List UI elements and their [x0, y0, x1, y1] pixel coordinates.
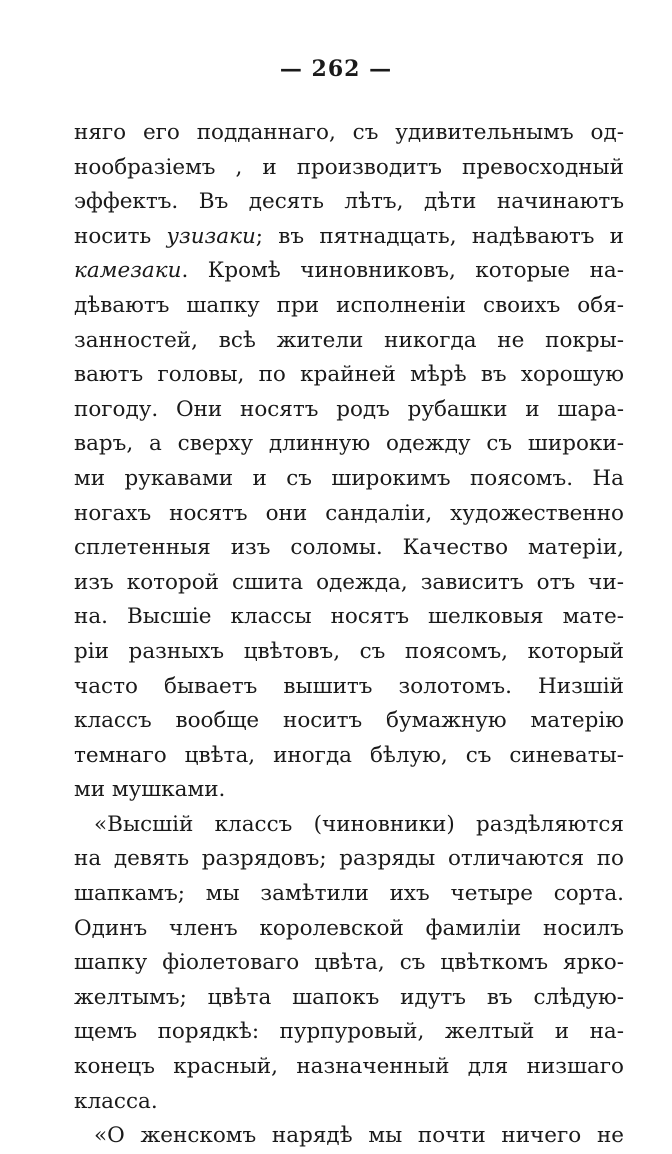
- text-line: [74, 600, 624, 635]
- italic-term: узизаки: [166, 223, 256, 249]
- line-text: . Кромѣ чиновниковъ, которые на-: [181, 258, 624, 284]
- line-text: ; въ пятнадцать, надѣваютъ и: [255, 223, 624, 249]
- line-text: погоду. Они носятъ родъ рубашки и шара-: [74, 396, 624, 422]
- line-text: варъ, а сверху длинную одежду съ широки-: [74, 431, 624, 457]
- page-number: — 262 —: [279, 56, 393, 82]
- text-line: [74, 185, 624, 220]
- line-text: шапку фіолетоваго цвѣта, съ цвѣткомъ ярко-: [74, 950, 624, 976]
- line-text: ми мушками.: [74, 777, 226, 803]
- line-text: ріи разныхъ цвѣтовъ, съ поясомъ, который: [74, 638, 624, 664]
- line-text: дѣваютъ шапку при исполненіи своихъ обя-: [74, 292, 624, 318]
- line-text: «Высшій классъ (чиновники) раздѣляются: [94, 811, 624, 837]
- text-line: [74, 877, 624, 912]
- text-line: [74, 912, 624, 947]
- line-text: класса.: [74, 1088, 158, 1114]
- text-line: [74, 981, 624, 1016]
- line-text: нообразіемъ , и производитъ превосходный: [74, 154, 624, 180]
- text-line: [74, 773, 624, 808]
- text-line: [74, 220, 624, 255]
- text-line: [74, 427, 624, 462]
- line-text: занностей, всѣ жители никогда не покры-: [74, 327, 624, 353]
- text-line: [74, 497, 624, 532]
- line-text: няго его подданнаго, съ удивительнымъ од-: [74, 120, 624, 145]
- line-text: часто бываетъ вышитъ золотомъ. Низшій: [74, 673, 624, 699]
- text-line: [74, 151, 624, 186]
- text-line: [74, 1119, 624, 1154]
- text-line: [74, 531, 624, 566]
- text-line: [74, 670, 624, 705]
- line-text: «О женскомъ нарядѣ мы почти ничего не: [94, 1123, 624, 1149]
- text-line: [74, 358, 624, 393]
- line-text: сплетенныя изъ соломы. Качество матеріи,: [74, 535, 624, 561]
- line-text: эффектъ. Въ десять лѣтъ, дѣти начинаютъ: [74, 189, 624, 215]
- line-text: на девять разрядовъ; разряды отличаются по: [74, 846, 624, 872]
- text-line: [74, 462, 624, 497]
- text-line: [74, 1015, 624, 1050]
- line-text: классъ вообще носитъ бумажную матерію: [74, 708, 624, 734]
- line-text: конецъ красный, назначенный для низшаго: [74, 1054, 624, 1080]
- line-text: носить: [74, 223, 167, 249]
- text-line: [74, 842, 624, 877]
- text-line: [74, 946, 624, 981]
- text-line: [74, 808, 624, 843]
- text-line: [74, 116, 624, 151]
- line-text: Одинъ членъ королевской фамиліи носилъ: [74, 915, 624, 941]
- line-text: ногахъ носятъ они сандаліи, художественно: [74, 500, 624, 526]
- body-text: [74, 116, 624, 1154]
- line-text: шапкамъ; мы замѣтили ихъ четыре сорта.: [74, 881, 624, 907]
- line-text: щемъ порядкѣ: пурпуровый, желтый и на-: [74, 1019, 624, 1045]
- text-line: [74, 289, 624, 324]
- text-line: [74, 566, 624, 601]
- text-line: [74, 393, 624, 428]
- text-line: [74, 254, 624, 289]
- text-line: [74, 739, 624, 774]
- line-text: желтымъ; цвѣта шапокъ идутъ въ слѣдую-: [74, 984, 624, 1010]
- line-text: темнаго цвѣта, иногда бѣлую, съ синеваты-: [74, 742, 624, 768]
- line-text: изъ которой сшита одежда, зависитъ отъ чи-: [74, 569, 624, 595]
- line-text: на. Высшіе классы носятъ шелковыя мате-: [74, 604, 624, 630]
- line-text: ми рукавами и съ широкимъ поясомъ. На: [74, 465, 624, 491]
- text-line: [74, 635, 624, 670]
- text-line: [74, 324, 624, 359]
- line-text: ваютъ головы, по крайней мѣрѣ въ хорошую: [74, 362, 624, 388]
- text-line: [74, 1050, 624, 1085]
- text-line: [74, 1085, 624, 1120]
- text-line: [74, 704, 624, 739]
- italic-term: камезаки: [74, 258, 182, 284]
